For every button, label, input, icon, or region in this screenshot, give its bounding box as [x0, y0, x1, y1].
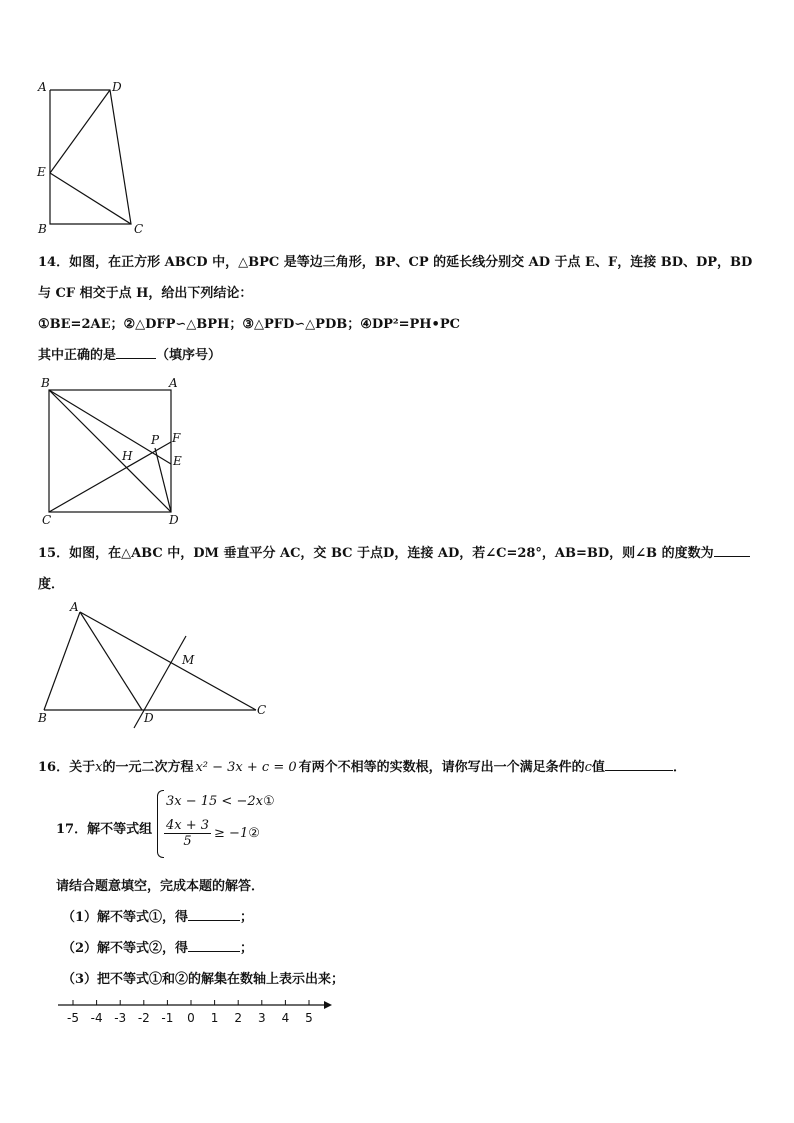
step2-blank[interactable]: [188, 939, 240, 952]
q17-instruction: 请结合题意填空，完成本题的解答．: [56, 879, 265, 894]
number-line: [54, 996, 336, 1030]
step1-text: （1）解不等式①，得: [62, 910, 189, 925]
q17-label: 17．解不等式组: [56, 822, 153, 837]
step1-end: ；: [240, 910, 254, 925]
circle-mark-2: ②: [248, 826, 260, 841]
q16-mid: 的一元二次方程: [102, 760, 194, 775]
label-F: F: [172, 431, 181, 445]
q16-answer-blank[interactable]: [605, 758, 673, 771]
q17-step2: [62, 937, 253, 956]
q16-end: ．: [672, 760, 686, 775]
number-line-label: -1: [161, 1011, 174, 1025]
label-D: D: [169, 513, 179, 526]
inequality-1-expr: 3x − 15 < −2x: [166, 794, 263, 809]
q14-answer-line: [38, 344, 221, 363]
number-line-label: -4: [90, 1011, 103, 1025]
label-A: A: [70, 600, 79, 614]
q15-line2: 度．: [38, 577, 65, 592]
q14-conclusions: ①BE=2AE；②△DFP∽△BPH；③△PFD∽△PDB；④DP²=PH•PC: [38, 317, 460, 332]
label-H: H: [122, 449, 133, 463]
q15-answer-blank[interactable]: [714, 544, 750, 557]
system-brace: [157, 790, 164, 858]
number-line-label: -3: [114, 1011, 127, 1025]
fraction: [164, 818, 211, 849]
label-D: D: [144, 711, 154, 725]
q14-answer-suffix: （填序号）: [156, 348, 222, 363]
fraction-numerator: 4x + 3: [166, 818, 210, 833]
figure-q14-svg: [36, 374, 186, 526]
fraction-denominator: 5: [183, 834, 192, 849]
q16-prefix: 16．关于: [38, 760, 96, 775]
step2-end: ；: [240, 941, 254, 956]
label-A: A: [169, 376, 178, 390]
figure-q15-svg: [34, 600, 274, 730]
number-line-label: -5: [67, 1011, 79, 1025]
number-line-label: -2: [137, 1011, 150, 1025]
label-C: C: [134, 222, 144, 236]
number-line-svg: [54, 996, 336, 1030]
q16-suffix: 值: [591, 760, 605, 775]
label-E: E: [37, 165, 46, 179]
number-line-label: 5: [305, 1011, 313, 1025]
q17-step1: [62, 906, 253, 925]
q15-text: 15．如图，在△ABC 中，DM 垂直平分 AC，交 BC 于点D，连接 AD，若∠C=28°，AB=BD，则∠B 的度数为: [38, 546, 714, 561]
q14-line1: 14．如图，在正方形 ABCD 中，△BPC 是等边三角形，BP、CP 的延长线分别交 AD 于点 E、F，连接 BD、DP，BD: [38, 255, 753, 270]
label-M: M: [182, 653, 195, 667]
q14-answer-blank[interactable]: [116, 346, 156, 359]
step2-text: （2）解不等式②，得: [62, 941, 189, 956]
label-C: C: [42, 513, 52, 526]
label-C: C: [257, 703, 267, 717]
number-line-label: 0: [187, 1011, 195, 1025]
q14-answer-prefix: 其中正确的是: [38, 348, 117, 363]
number-line-label: 2: [234, 1011, 243, 1025]
q17-inequality-2: [164, 818, 260, 849]
q17-step3: （3）把不等式①和②的解集在数轴上表示出来；: [62, 972, 345, 987]
step1-blank[interactable]: [188, 908, 240, 921]
figure-q13-svg: [30, 78, 160, 238]
label-D: D: [112, 80, 122, 94]
q15-line1: [38, 542, 750, 561]
q14-line2: 与 CF 相交于点 H，给出下列结论：: [38, 286, 253, 301]
label-B: B: [38, 711, 47, 725]
number-line-label: 3: [257, 1011, 266, 1025]
figure-q13: [30, 78, 160, 238]
label-B: B: [41, 376, 50, 390]
number-line-label: 4: [281, 1011, 290, 1025]
label-E: E: [173, 454, 182, 468]
q16-line: [38, 756, 686, 775]
q16-variable-x: x: [95, 760, 103, 775]
number-line-label: 1: [210, 1011, 219, 1025]
q17-inequality-1: [166, 794, 275, 809]
inequality-2-rest: ≥ −1: [214, 826, 249, 841]
q16-variable-c: c: [584, 760, 592, 775]
label-P: P: [151, 433, 160, 447]
q16-equation: x² − 3x + c = 0: [195, 760, 297, 775]
figure-q14: [36, 374, 186, 526]
label-B: B: [38, 222, 47, 236]
figure-q15: [34, 600, 274, 730]
q16-mid2: 有两个不相等的实数根，请你写出一个满足条件的: [298, 760, 585, 775]
label-A: A: [38, 80, 47, 94]
circle-mark-1: ①: [262, 794, 275, 809]
